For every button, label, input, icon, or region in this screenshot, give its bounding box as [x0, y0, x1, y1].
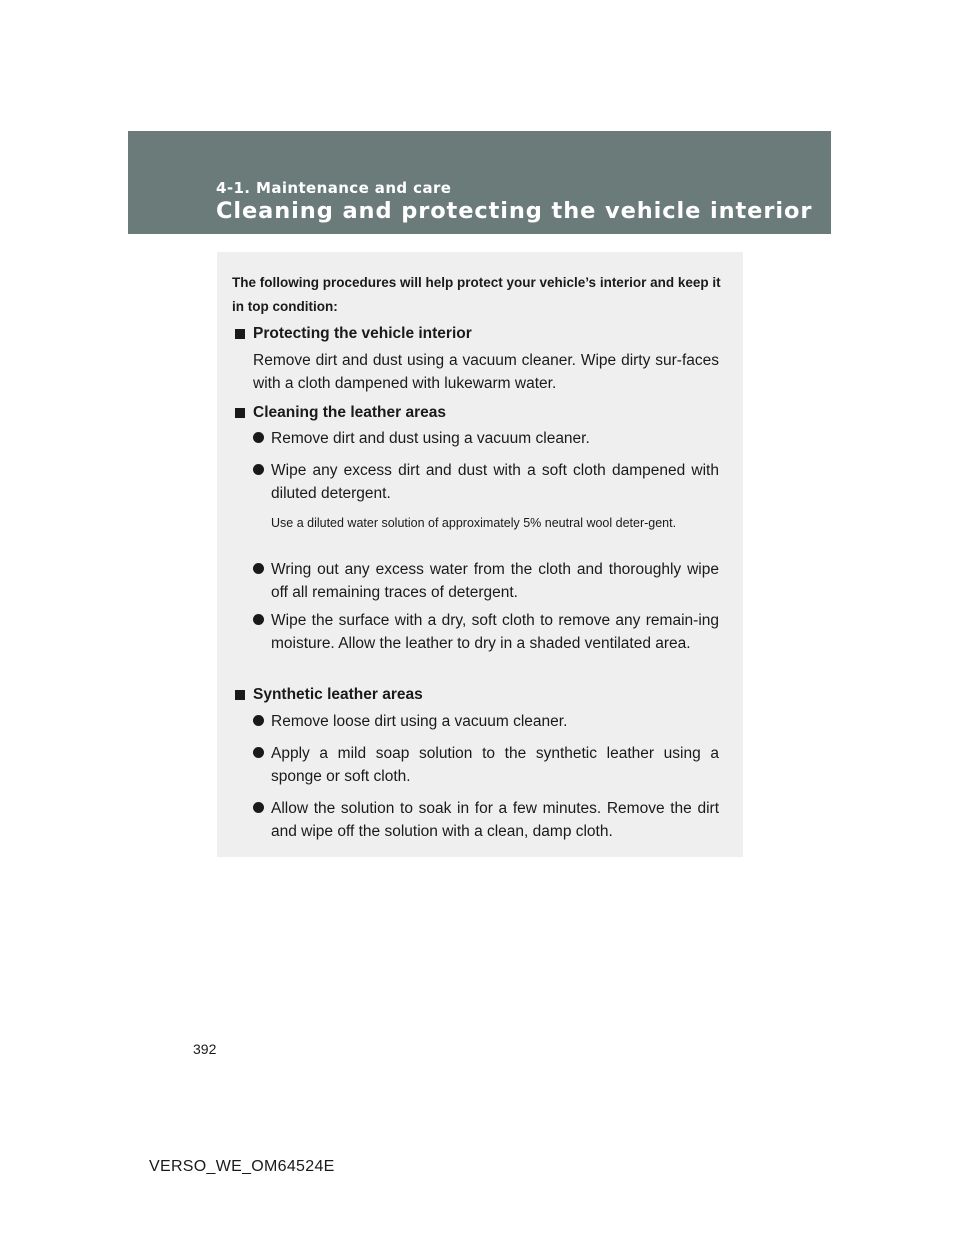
document-code: VERSO_WE_OM64524E: [149, 1158, 335, 1175]
content-panel: The following procedures will help protect your vehicle’s interior and keep it in top condition: Protecting the vehicle interior Remove dirt and dust using a vacuum cleaner. Wipe dirty sur-faces with a cloth dampened with lukewarm water. Cleaning the leather areas Remove dirt and dust using a vacuum cleaner. Wipe any excess dirt and dust with a soft cloth dampened with diluted detergent. Use a diluted water solution of approximately 5% neutral wool deter-gent. Wring out any excess water from the cloth and thoroughly wipe off all remaining traces of detergent. Wipe the surface with a dry, soft cloth to remove any remain-ing moisture. Allow the leather to dry in a shaded ventilated area. Synthetic leather areas Remove loose dirt using a vacuum cleaner. Apply a mild soap solution to the synthetic leather using a sponge or soft cloth. Allow the solution to soak in for a few minutes. Remove the dirt and wipe off the solution with a clean, damp cloth.: [217, 252, 743, 857]
intro-text: The following procedures will help protect your vehicle’s interior and keep it in top condition:: [232, 275, 721, 314]
square-bullet-icon: [235, 408, 245, 418]
square-bullet-icon: [235, 690, 245, 700]
round-bullet-icon: [253, 464, 264, 475]
round-bullet-icon: [253, 614, 264, 625]
round-bullet-icon: [253, 747, 264, 758]
protecting-interior-text: Remove dirt and dust using a vacuum cleaner. Wipe dirty sur-faces with a cloth dampened with lukewarm water.: [253, 352, 719, 392]
section-label: 4-1. Maintenance and care: [216, 179, 452, 197]
square-bullet-icon: [235, 329, 245, 339]
round-bullet-icon: [253, 563, 264, 574]
round-bullet-icon: [253, 802, 264, 813]
detergent-note: Use a diluted water solution of approximately 5% neutral wool deter-gent.: [271, 516, 677, 530]
chapter-header: [128, 131, 831, 234]
round-bullet-icon: [253, 715, 264, 726]
page-number: 392: [193, 1041, 217, 1057]
page-title: Cleaning and protecting the vehicle interior: [216, 198, 813, 224]
round-bullet-icon: [253, 432, 264, 443]
